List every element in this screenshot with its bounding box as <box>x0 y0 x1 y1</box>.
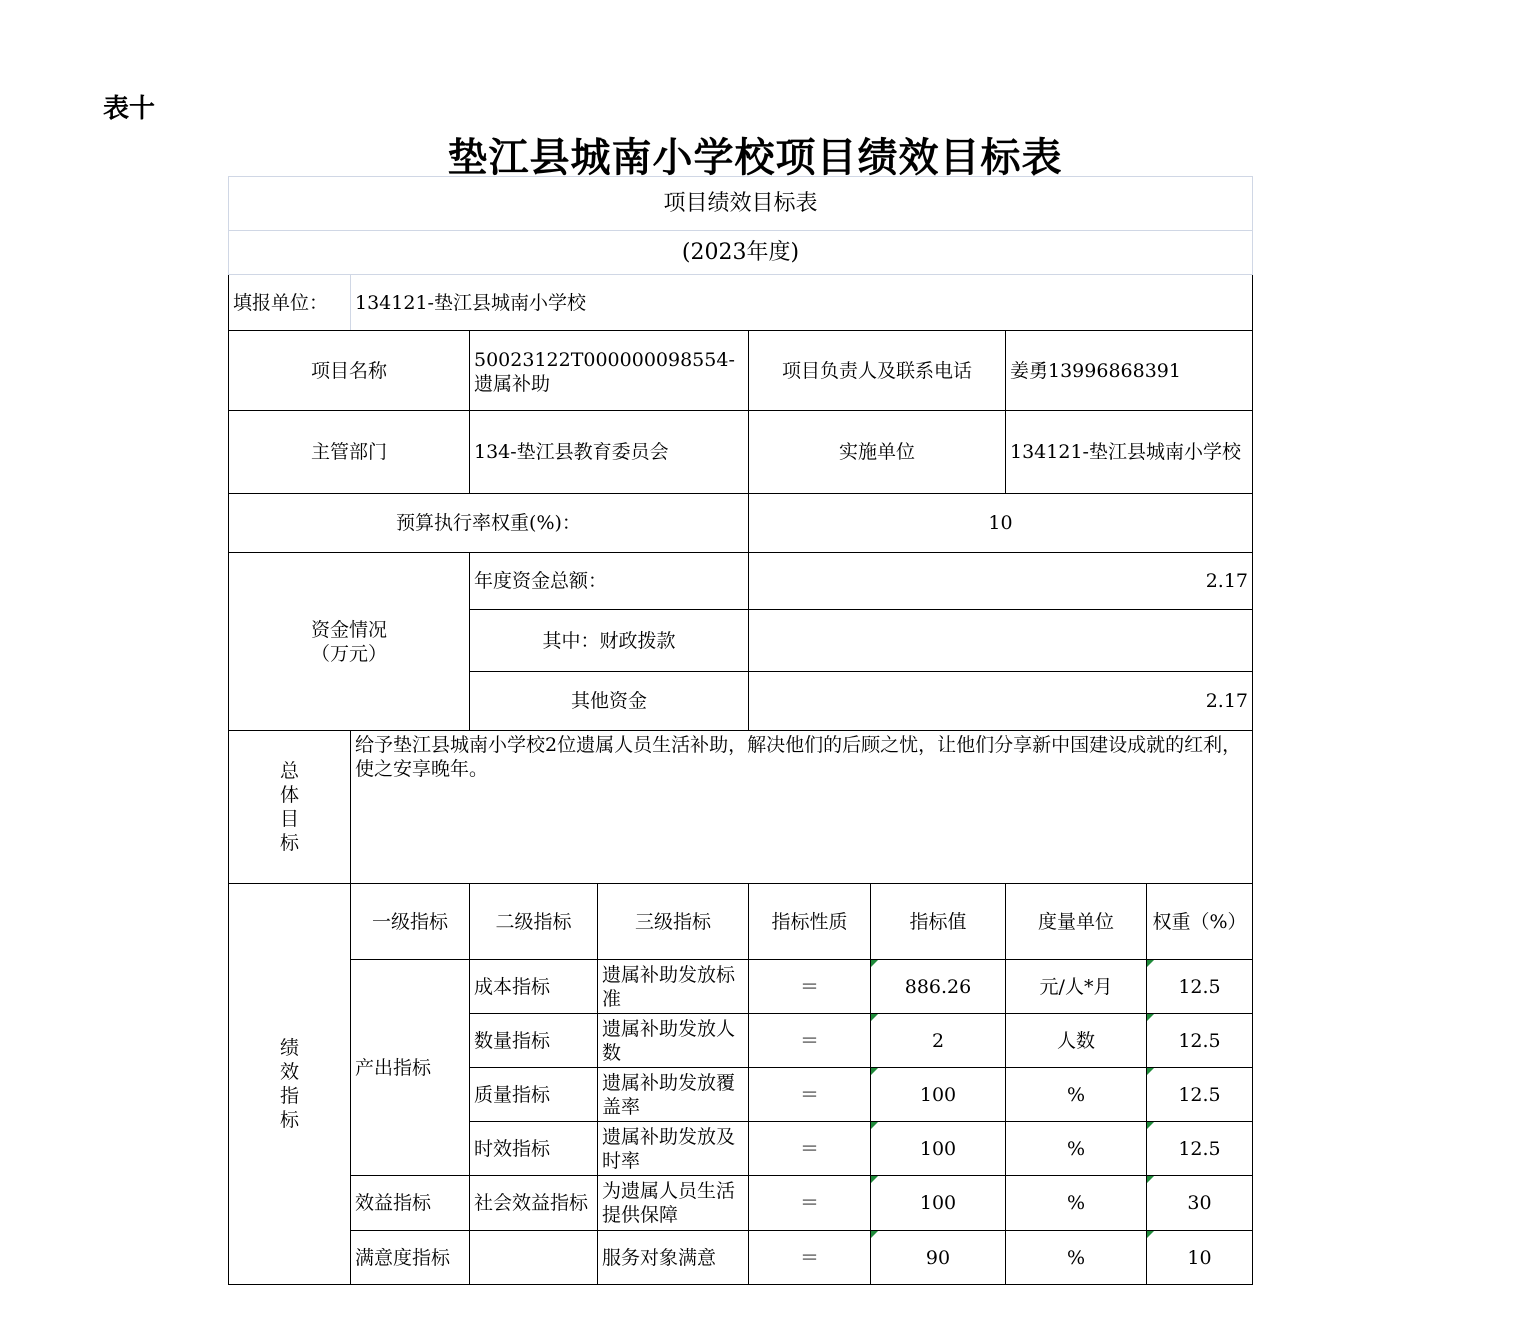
fill-unit-label: 填报单位： <box>229 275 351 331</box>
header-level3: 三级指标 <box>598 884 749 960</box>
row-value: 100 <box>871 1122 1006 1176</box>
row-weight: 30 <box>1147 1176 1253 1231</box>
row-level3: 遗属补助发放人数 <box>598 1014 749 1068</box>
row-value: 100 <box>871 1068 1006 1122</box>
project-leader-value: 姜勇13996868391 <box>1006 331 1253 411</box>
row-level2 <box>470 1231 598 1285</box>
project-leader-label: 项目负责人及联系电话 <box>749 331 1006 411</box>
performance-target-table <box>228 176 1253 1285</box>
row-unit: % <box>1006 1122 1147 1176</box>
header-value: 指标值 <box>871 884 1006 960</box>
row-unit: % <box>1006 1176 1147 1231</box>
funds-fiscal-label: 其中：财政拨款 <box>470 610 749 672</box>
year-label: (2023年度) <box>229 231 1253 275</box>
overall-goal-text: 给予垫江县城南小学校2位遗属人员生活补助，解决他们的后顾之忧，让他们分享新中国建设成就的红利，使之安享晚年。 <box>351 731 1253 884</box>
row-nature: ＝ <box>749 1231 871 1285</box>
table-row <box>229 1231 1253 1285</box>
implementing-unit-value: 134121-垫江县城南小学校 <box>1006 411 1253 494</box>
implementing-unit-label: 实施单位 <box>749 411 1006 494</box>
satisfaction-indicator-label: 满意度指标 <box>351 1231 470 1285</box>
row-nature: ＝ <box>749 1068 871 1122</box>
header-unit: 度量单位 <box>1006 884 1147 960</box>
funds-label <box>229 553 470 731</box>
table-row <box>229 960 1253 1014</box>
row-level2: 社会效益指标 <box>470 1176 598 1231</box>
header-nature: 指标性质 <box>749 884 871 960</box>
row-level2: 质量指标 <box>470 1068 598 1122</box>
header-level2: 二级指标 <box>470 884 598 960</box>
row-weight: 12.5 <box>1147 1068 1253 1122</box>
header-weight: 权重（%） <box>1147 884 1253 960</box>
funds-total-value: 2.17 <box>749 553 1253 610</box>
row-weight: 12.5 <box>1147 1014 1253 1068</box>
fill-unit-value: 134121-垫江县城南小学校 <box>351 275 1253 331</box>
budget-weight-value: 10 <box>749 494 1253 553</box>
row-weight: 12.5 <box>1147 960 1253 1014</box>
row-value: 100 <box>871 1176 1006 1231</box>
funds-other-value: 2.17 <box>749 672 1253 731</box>
row-level3: 遗属补助发放及时率 <box>598 1122 749 1176</box>
row-value: 2 <box>871 1014 1006 1068</box>
funds-other-label: 其他资金 <box>470 672 749 731</box>
funds-fiscal-value <box>749 610 1253 672</box>
output-indicator-label: 产出指标 <box>351 960 470 1176</box>
row-unit: 元/人*月 <box>1006 960 1147 1014</box>
row-level3: 遗属补助发放覆盖率 <box>598 1068 749 1122</box>
row-level3: 为遗属人员生活提供保障 <box>598 1176 749 1231</box>
supervising-dept-value: 134-垫江县教育委员会 <box>470 411 749 494</box>
budget-weight-label: 预算执行率权重(%)： <box>229 494 749 553</box>
funds-total-label: 年度资金总额： <box>470 553 749 610</box>
page-title: 垫江县城南小学校项目绩效目标表 <box>447 134 1063 181</box>
row-level2: 时效指标 <box>470 1122 598 1176</box>
benefit-indicator-label: 效益指标 <box>351 1176 470 1231</box>
row-level2: 数量指标 <box>470 1014 598 1068</box>
row-level2: 成本指标 <box>470 960 598 1014</box>
row-unit: % <box>1006 1068 1147 1122</box>
overall-goal-label: 总 体 目 标 <box>229 731 351 884</box>
row-unit: % <box>1006 1231 1147 1285</box>
row-weight: 12.5 <box>1147 1122 1253 1176</box>
row-value: 886.26 <box>871 960 1006 1014</box>
table-number: 表十 <box>103 94 156 124</box>
row-weight: 10 <box>1147 1231 1253 1285</box>
funds-unit-text: （万元） <box>310 642 387 665</box>
table-subtitle: 项目绩效目标表 <box>229 177 1253 231</box>
kpi-label: 绩 效 指 标 <box>229 884 351 1285</box>
header-level1: 一级指标 <box>351 884 470 960</box>
row-value: 90 <box>871 1231 1006 1285</box>
row-nature: ＝ <box>749 1122 871 1176</box>
row-nature: ＝ <box>749 1014 871 1068</box>
row-unit: 人数 <box>1006 1014 1147 1068</box>
row-nature: ＝ <box>749 1176 871 1231</box>
table-row <box>229 1176 1253 1231</box>
supervising-dept-label: 主管部门 <box>229 411 470 494</box>
project-name-value: 50023122T000000098554-遗属补助 <box>470 331 749 411</box>
row-level3: 遗属补助发放标准 <box>598 960 749 1014</box>
project-name-label: 项目名称 <box>229 331 470 411</box>
row-nature: ＝ <box>749 960 871 1014</box>
funds-label-text: 资金情况 <box>310 618 387 641</box>
row-level3: 服务对象满意 <box>598 1231 749 1285</box>
